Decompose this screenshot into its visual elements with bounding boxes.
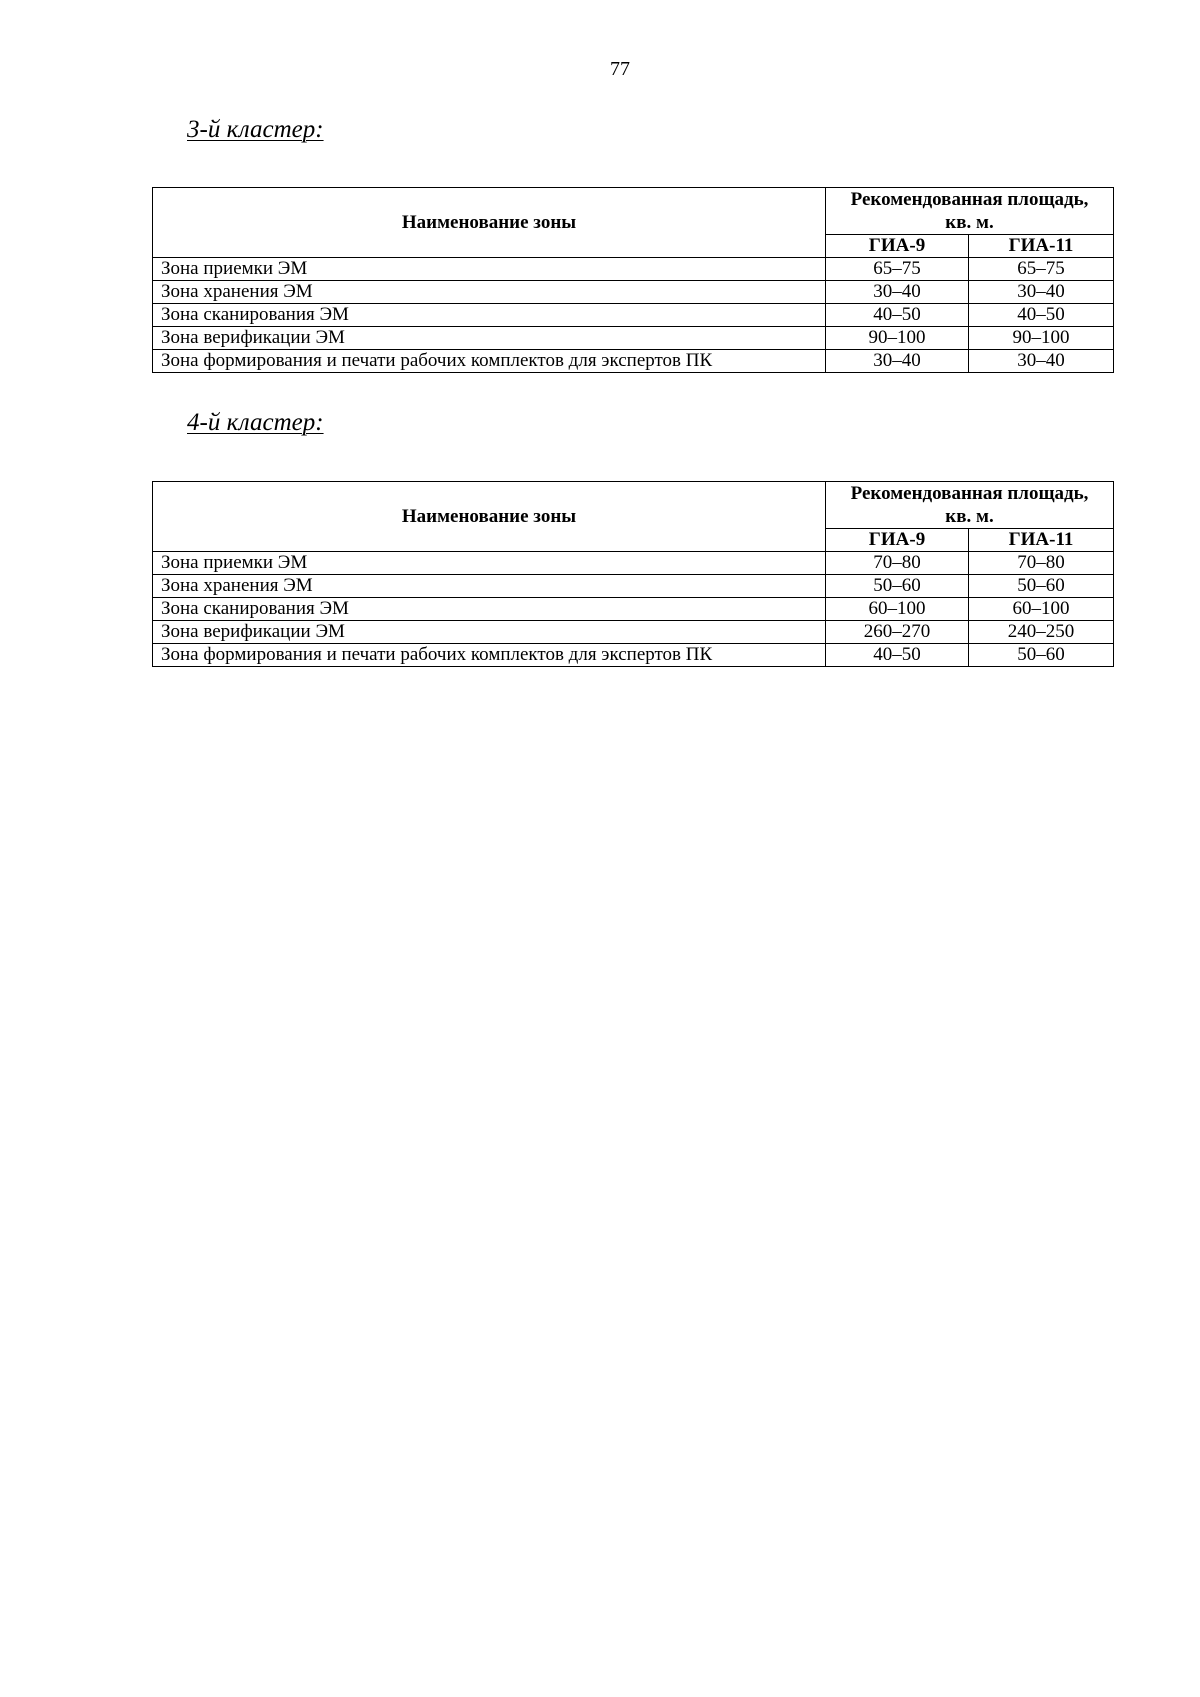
zone-name-cell: Зона приемки ЭМ [153, 552, 826, 575]
gia9-cell: 65–75 [826, 258, 969, 281]
gia9-cell: 60–100 [826, 598, 969, 621]
zone-name-cell: Зона формирования и печати рабочих комплектов для экспертов ПК [153, 644, 826, 667]
gia11-cell: 90–100 [969, 327, 1114, 350]
table-row [153, 258, 1114, 281]
gia11-cell: 30–40 [969, 281, 1114, 304]
gia11-cell: 50–60 [969, 644, 1114, 667]
zone-name-cell: Зона верификации ЭМ [153, 327, 826, 350]
table-row [153, 281, 1114, 304]
table-row [153, 350, 1114, 373]
page-number: 77 [610, 58, 630, 80]
zone-name-cell: Зона верификации ЭМ [153, 621, 826, 644]
cluster-3-heading: 3-й кластер: [187, 116, 324, 143]
table-header-row [153, 188, 1114, 235]
table-row [153, 644, 1114, 667]
cluster-4-heading: 4-й кластер: [187, 409, 324, 436]
zone-name-header: Наименование зоны [153, 188, 826, 258]
table-row [153, 552, 1114, 575]
area-header-line2: кв. м. [945, 506, 994, 527]
zone-name-cell: Зона сканирования ЭМ [153, 598, 826, 621]
table-row [153, 598, 1114, 621]
gia9-cell: 50–60 [826, 575, 969, 598]
gia9-header: ГИА-9 [826, 235, 969, 258]
gia9-cell: 40–50 [826, 644, 969, 667]
gia9-cell: 260–270 [826, 621, 969, 644]
gia11-header: ГИА-11 [969, 529, 1114, 552]
area-header-line1: Рекомендованная площадь, [850, 483, 1089, 504]
gia11-cell: 60–100 [969, 598, 1114, 621]
zone-name-header: Наименование зоны [153, 482, 826, 552]
zone-name-cell: Зона хранения ЭМ [153, 575, 826, 598]
gia11-cell: 240–250 [969, 621, 1114, 644]
gia11-cell: 70–80 [969, 552, 1114, 575]
table-row [153, 327, 1114, 350]
gia11-cell: 65–75 [969, 258, 1114, 281]
cluster-3-table [152, 187, 1114, 373]
zone-name-cell: Зона хранения ЭМ [153, 281, 826, 304]
table-row [153, 575, 1114, 598]
gia9-cell: 30–40 [826, 281, 969, 304]
gia9-cell: 30–40 [826, 350, 969, 373]
gia11-header: ГИА-11 [969, 235, 1114, 258]
table-row [153, 304, 1114, 327]
table-row [153, 621, 1114, 644]
zone-name-cell: Зона сканирования ЭМ [153, 304, 826, 327]
zone-name-cell: Зона приемки ЭМ [153, 258, 826, 281]
table-header-row [153, 482, 1114, 529]
gia11-cell: 40–50 [969, 304, 1114, 327]
recommended-area-header [826, 482, 1114, 529]
area-header-line2: кв. м. [945, 212, 994, 233]
gia9-cell: 70–80 [826, 552, 969, 575]
gia11-cell: 50–60 [969, 575, 1114, 598]
cluster-4-table [152, 481, 1114, 667]
gia9-cell: 90–100 [826, 327, 969, 350]
gia9-cell: 40–50 [826, 304, 969, 327]
gia11-cell: 30–40 [969, 350, 1114, 373]
recommended-area-header [826, 188, 1114, 235]
gia9-header: ГИА-9 [826, 529, 969, 552]
zone-name-cell: Зона формирования и печати рабочих комплектов для экспертов ПК [153, 350, 826, 373]
area-header-line1: Рекомендованная площадь, [850, 189, 1089, 210]
